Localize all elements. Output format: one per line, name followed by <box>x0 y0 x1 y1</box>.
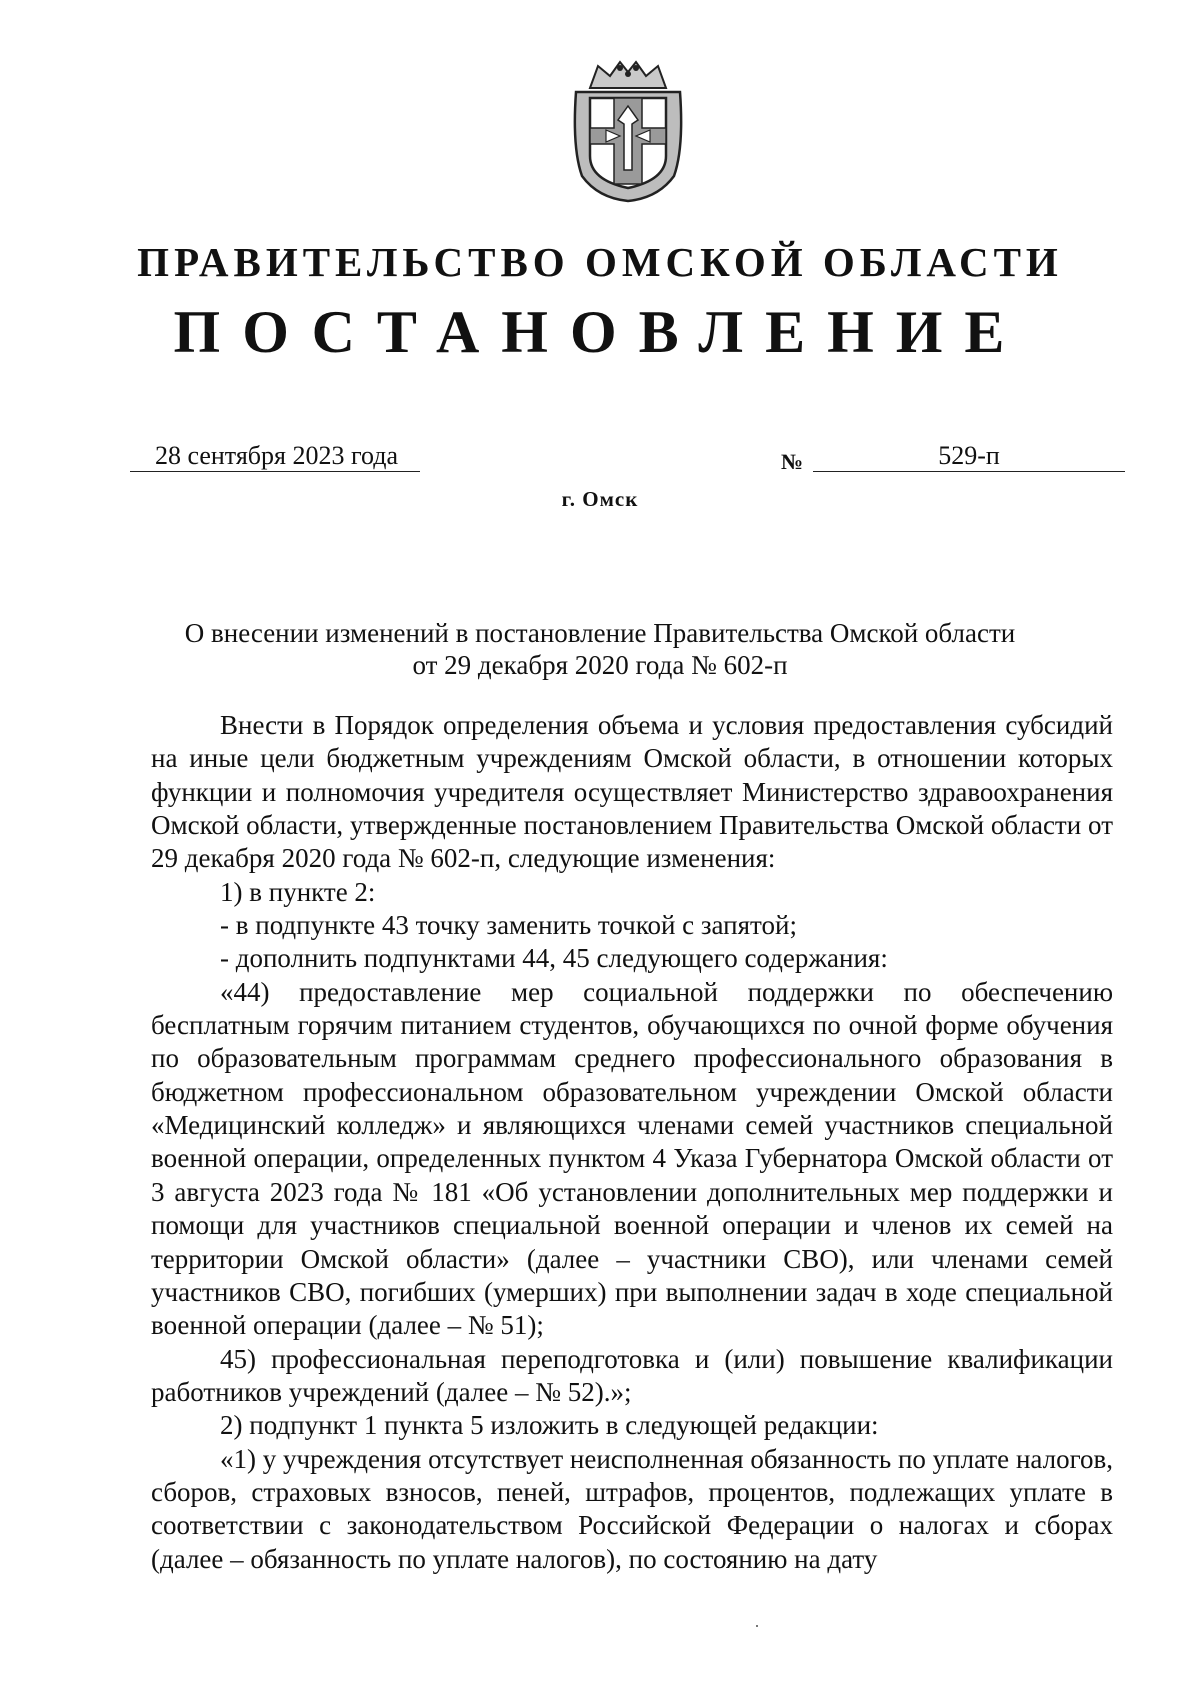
paragraph-item-1: 1) в пункте 2: <box>220 876 376 907</box>
organization-name: ПРАВИТЕЛЬСТВО ОМСКОЙ ОБЛАСТИ <box>137 239 1063 285</box>
document-title <box>0 617 1200 681</box>
paragraph-item-2: 2) подпункт 1 пункта 5 изложить в следующей редакции: <box>220 1410 879 1441</box>
title-line-1: О внесении изменений в постановление Правительства Омской области <box>184 618 1016 648</box>
document-date: 28 сентября 2023 года <box>155 441 399 470</box>
document-body <box>151 709 1113 1576</box>
paragraph-subitem-1-new: «1) у учреждения отсутствует неисполненная обязанность по уплате налогов, сборов, страховых взносов, пеней, штрафов, процентов, подлежащих уплате в соответствии с законодательством Российской Федерации о налогах и сборах (далее – обязанность по уплате налогов), по состоянию на дату <box>151 1443 1113 1574</box>
scan-speck <box>756 1625 758 1627</box>
paragraph-subitem-45: 45) профессиональная переподготовка и (или) повышение квалификации работников учреждений (далее – № 52).»; <box>151 1343 1113 1407</box>
document-type: ПОСТАНОВЛЕНИЕ <box>173 299 1027 365</box>
paragraph-add-subitems: - дополнить подпунктами 44, 45 следующего содержания: <box>220 943 888 974</box>
paragraph-intro: Внести в Порядок определения объема и условия предоставления субсидий на иные цели бюджетным учреждениям Омской области, в отношении которых функции и полномочия учредителя осуществляет Министерство здравоохранения Омской области, утвержденные постановлением Правительства Омской области от 29 декабря 2020 года № 602-п, следующие изменения: <box>151 710 1113 874</box>
city-label: г. Омск <box>561 487 639 511</box>
document-date-field <box>130 441 420 472</box>
paragraph-subitem-43: - в подпункте 43 точку заменить точкой с запятой; <box>220 910 797 941</box>
document-number: 529-п <box>813 441 1125 472</box>
coat-of-arms-emblem <box>568 58 688 203</box>
number-sign: № <box>781 449 804 474</box>
paragraph-subitem-44: «44) предоставление мер социальной поддержки по обеспечению бесплатным горячим питанием студентов, обучающихся по очной форме обучения по образовательным программам среднего профессионального образования в бюджетном профессиональном образовательном учреждении Омской области «Медицинский колледж» и являющихся членами семей участников специальной военной операции, определенных пунктом 4 Указа Губернатора Омской области от 3 августа 2023 года № 181 «Об установлении дополнительных мер поддержки и помощи для участников специальной военной операции и членов их семей на территории Омской области» (далее – участники СВО), или членами семей участников СВО, погибших (умерших) при выполнении задач в ходе специальной военной операции (далее – № 51); <box>151 976 1113 1341</box>
title-line-2: от 29 декабря 2020 года № 602-п <box>412 650 788 680</box>
